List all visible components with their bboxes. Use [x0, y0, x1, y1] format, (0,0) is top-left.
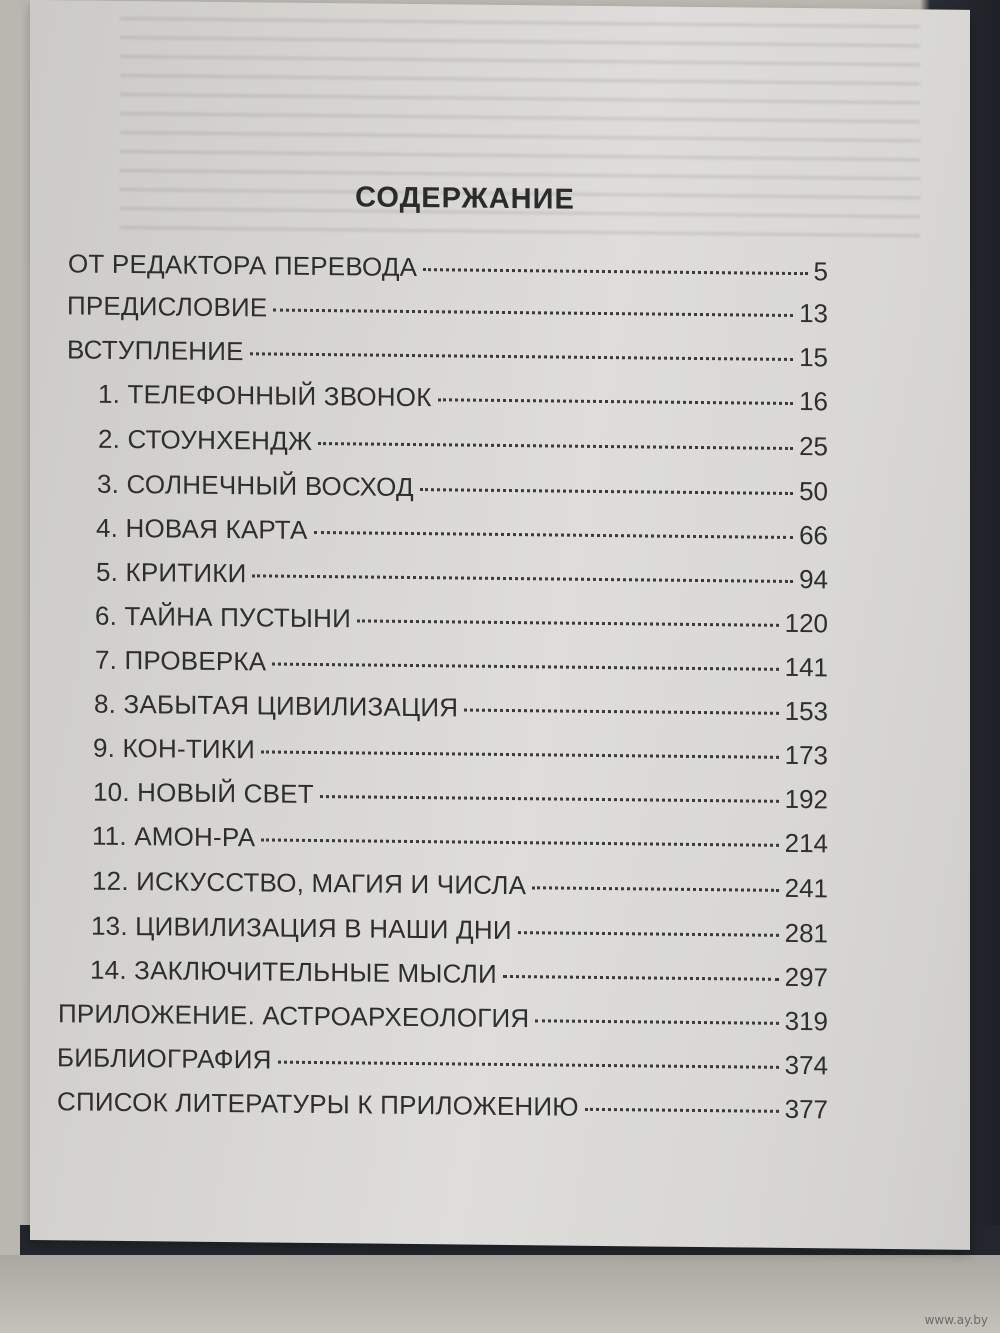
toc-entry-label: 4. НОВАЯ КАРТА [96, 512, 308, 545]
toc-entry [97, 469, 828, 508]
toc-entry [95, 601, 828, 640]
toc-entry-label: ПРИЛОЖЕНИЕ. АСТРОАРХЕОЛОГИЯ [58, 998, 530, 1034]
toc-entry [67, 290, 828, 329]
toc-dot-leader [438, 398, 794, 405]
toc-entry-page-number: 153 [784, 695, 828, 727]
toc-entry-page-number: 173 [784, 739, 828, 771]
toc-dot-leader [464, 709, 778, 715]
toc-entry-page-number: 374 [784, 1049, 828, 1081]
table-of-contents [57, 248, 828, 1125]
toc-entry-label: СПИСОК ЛИТЕРАТУРЫ К ПРИЛОЖЕНИЮ [57, 1086, 579, 1122]
toc-dot-leader [272, 663, 778, 671]
toc-entry [96, 557, 828, 596]
toc-entry-page-number: 13 [799, 298, 828, 329]
toc-entry [90, 955, 828, 994]
toc-entry-label: 11. АМОН-РА [92, 820, 256, 853]
toc-entry [58, 998, 828, 1037]
toc-entry [92, 866, 828, 905]
toc-dot-leader [252, 574, 793, 583]
book-page [30, 0, 970, 1250]
toc-dot-leader [357, 619, 779, 626]
toc-entry-label: 12. ИСКУССТВО, МАГИЯ И ЧИСЛА [92, 865, 527, 901]
toc-dot-leader [423, 268, 807, 275]
toc-entry-page-number: 16 [799, 386, 828, 417]
toc-entry-page-number: 120 [784, 607, 828, 639]
toc-dot-leader [420, 488, 793, 495]
toc-dot-leader [318, 442, 793, 450]
toc-entry-label: 13. ЦИВИЛИЗАЦИЯ В НАШИ ДНИ [91, 910, 512, 946]
toc-entry-label: 2. СТОУНХЕНДЖ [98, 423, 313, 456]
toc-entry-page-number: 15 [799, 342, 828, 373]
toc-dot-leader [503, 975, 779, 981]
page-title: СОДЕРЖАНИЕ [355, 181, 575, 216]
toc-entry-page-number: 281 [784, 917, 828, 949]
toc-entry [93, 777, 828, 816]
toc-entry-label: 8. ЗАБЫТАЯ ЦИВИЛИЗАЦИЯ [94, 688, 459, 723]
table-surface [0, 1255, 1000, 1333]
toc-entry-label: 5. КРИТИКИ [96, 556, 247, 589]
toc-dot-leader [261, 838, 778, 846]
toc-entry-page-number: 141 [784, 651, 828, 683]
toc-entry [57, 1086, 828, 1125]
toc-entry [57, 1042, 828, 1081]
toc-entry-page-number: 297 [784, 961, 828, 993]
toc-entry-label: БИБЛИОГРАФИЯ [57, 1042, 272, 1075]
watermark: www.ay.by [924, 1313, 988, 1327]
toc-dot-leader [261, 750, 779, 758]
toc-entry [93, 733, 828, 772]
toc-entry-page-number: 319 [784, 1005, 828, 1037]
toc-entry-page-number: 66 [799, 520, 828, 551]
toc-dot-leader [314, 531, 794, 539]
toc-dot-leader [532, 886, 778, 892]
toc-entry-label: 14. ЗАКЛЮЧИТЕЛЬНЫЕ МЫСЛИ [90, 954, 497, 989]
toc-entry-label: ВСТУПЛЕНИЕ [67, 334, 244, 367]
toc-entry [91, 911, 828, 950]
toc-entry-page-number: 94 [799, 564, 828, 595]
toc-entry-label: 10. НОВЫЙ СВЕТ [93, 776, 314, 809]
toc-entry [96, 513, 828, 552]
toc-dot-leader [278, 1061, 779, 1069]
toc-entry [67, 334, 828, 373]
toc-dot-leader [518, 931, 779, 937]
toc-dot-leader [250, 352, 793, 361]
toc-entry-page-number: 5 [813, 256, 828, 287]
toc-entry [94, 689, 828, 728]
toc-dot-leader [535, 1019, 778, 1025]
toc-entry-page-number: 25 [799, 431, 828, 462]
toc-dot-leader [585, 1108, 779, 1113]
toc-dot-leader [273, 309, 793, 317]
toc-entry-label: 3. СОЛНЕЧНЫЙ ВОСХОД [97, 468, 414, 503]
toc-entry [95, 645, 828, 684]
toc-entry-page-number: 214 [784, 827, 828, 859]
toc-entry-page-number: 50 [799, 476, 828, 507]
toc-entry-label: 7. ПРОВЕРКА [95, 644, 267, 677]
toc-entry [98, 379, 828, 418]
toc-dot-leader [320, 795, 779, 803]
toc-entry-label: ПРЕДИСЛОВИЕ [67, 290, 268, 323]
toc-entry-label: 1. ТЕЛЕФОННЫЙ ЗВОНОК [98, 378, 432, 413]
toc-entry-page-number: 241 [784, 872, 828, 904]
toc-entry [92, 821, 828, 860]
toc-entry-label: ОТ РЕДАКТОРА ПЕРЕВОДА [68, 248, 418, 283]
toc-entry [68, 248, 828, 287]
toc-entry-page-number: 377 [784, 1093, 828, 1125]
toc-entry-page-number: 192 [784, 783, 828, 815]
toc-entry-label: 9. КОН-ТИКИ [93, 732, 256, 765]
toc-entry [98, 424, 828, 463]
toc-entry-label: 6. ТАЙНА ПУСТЫНИ [95, 600, 351, 634]
